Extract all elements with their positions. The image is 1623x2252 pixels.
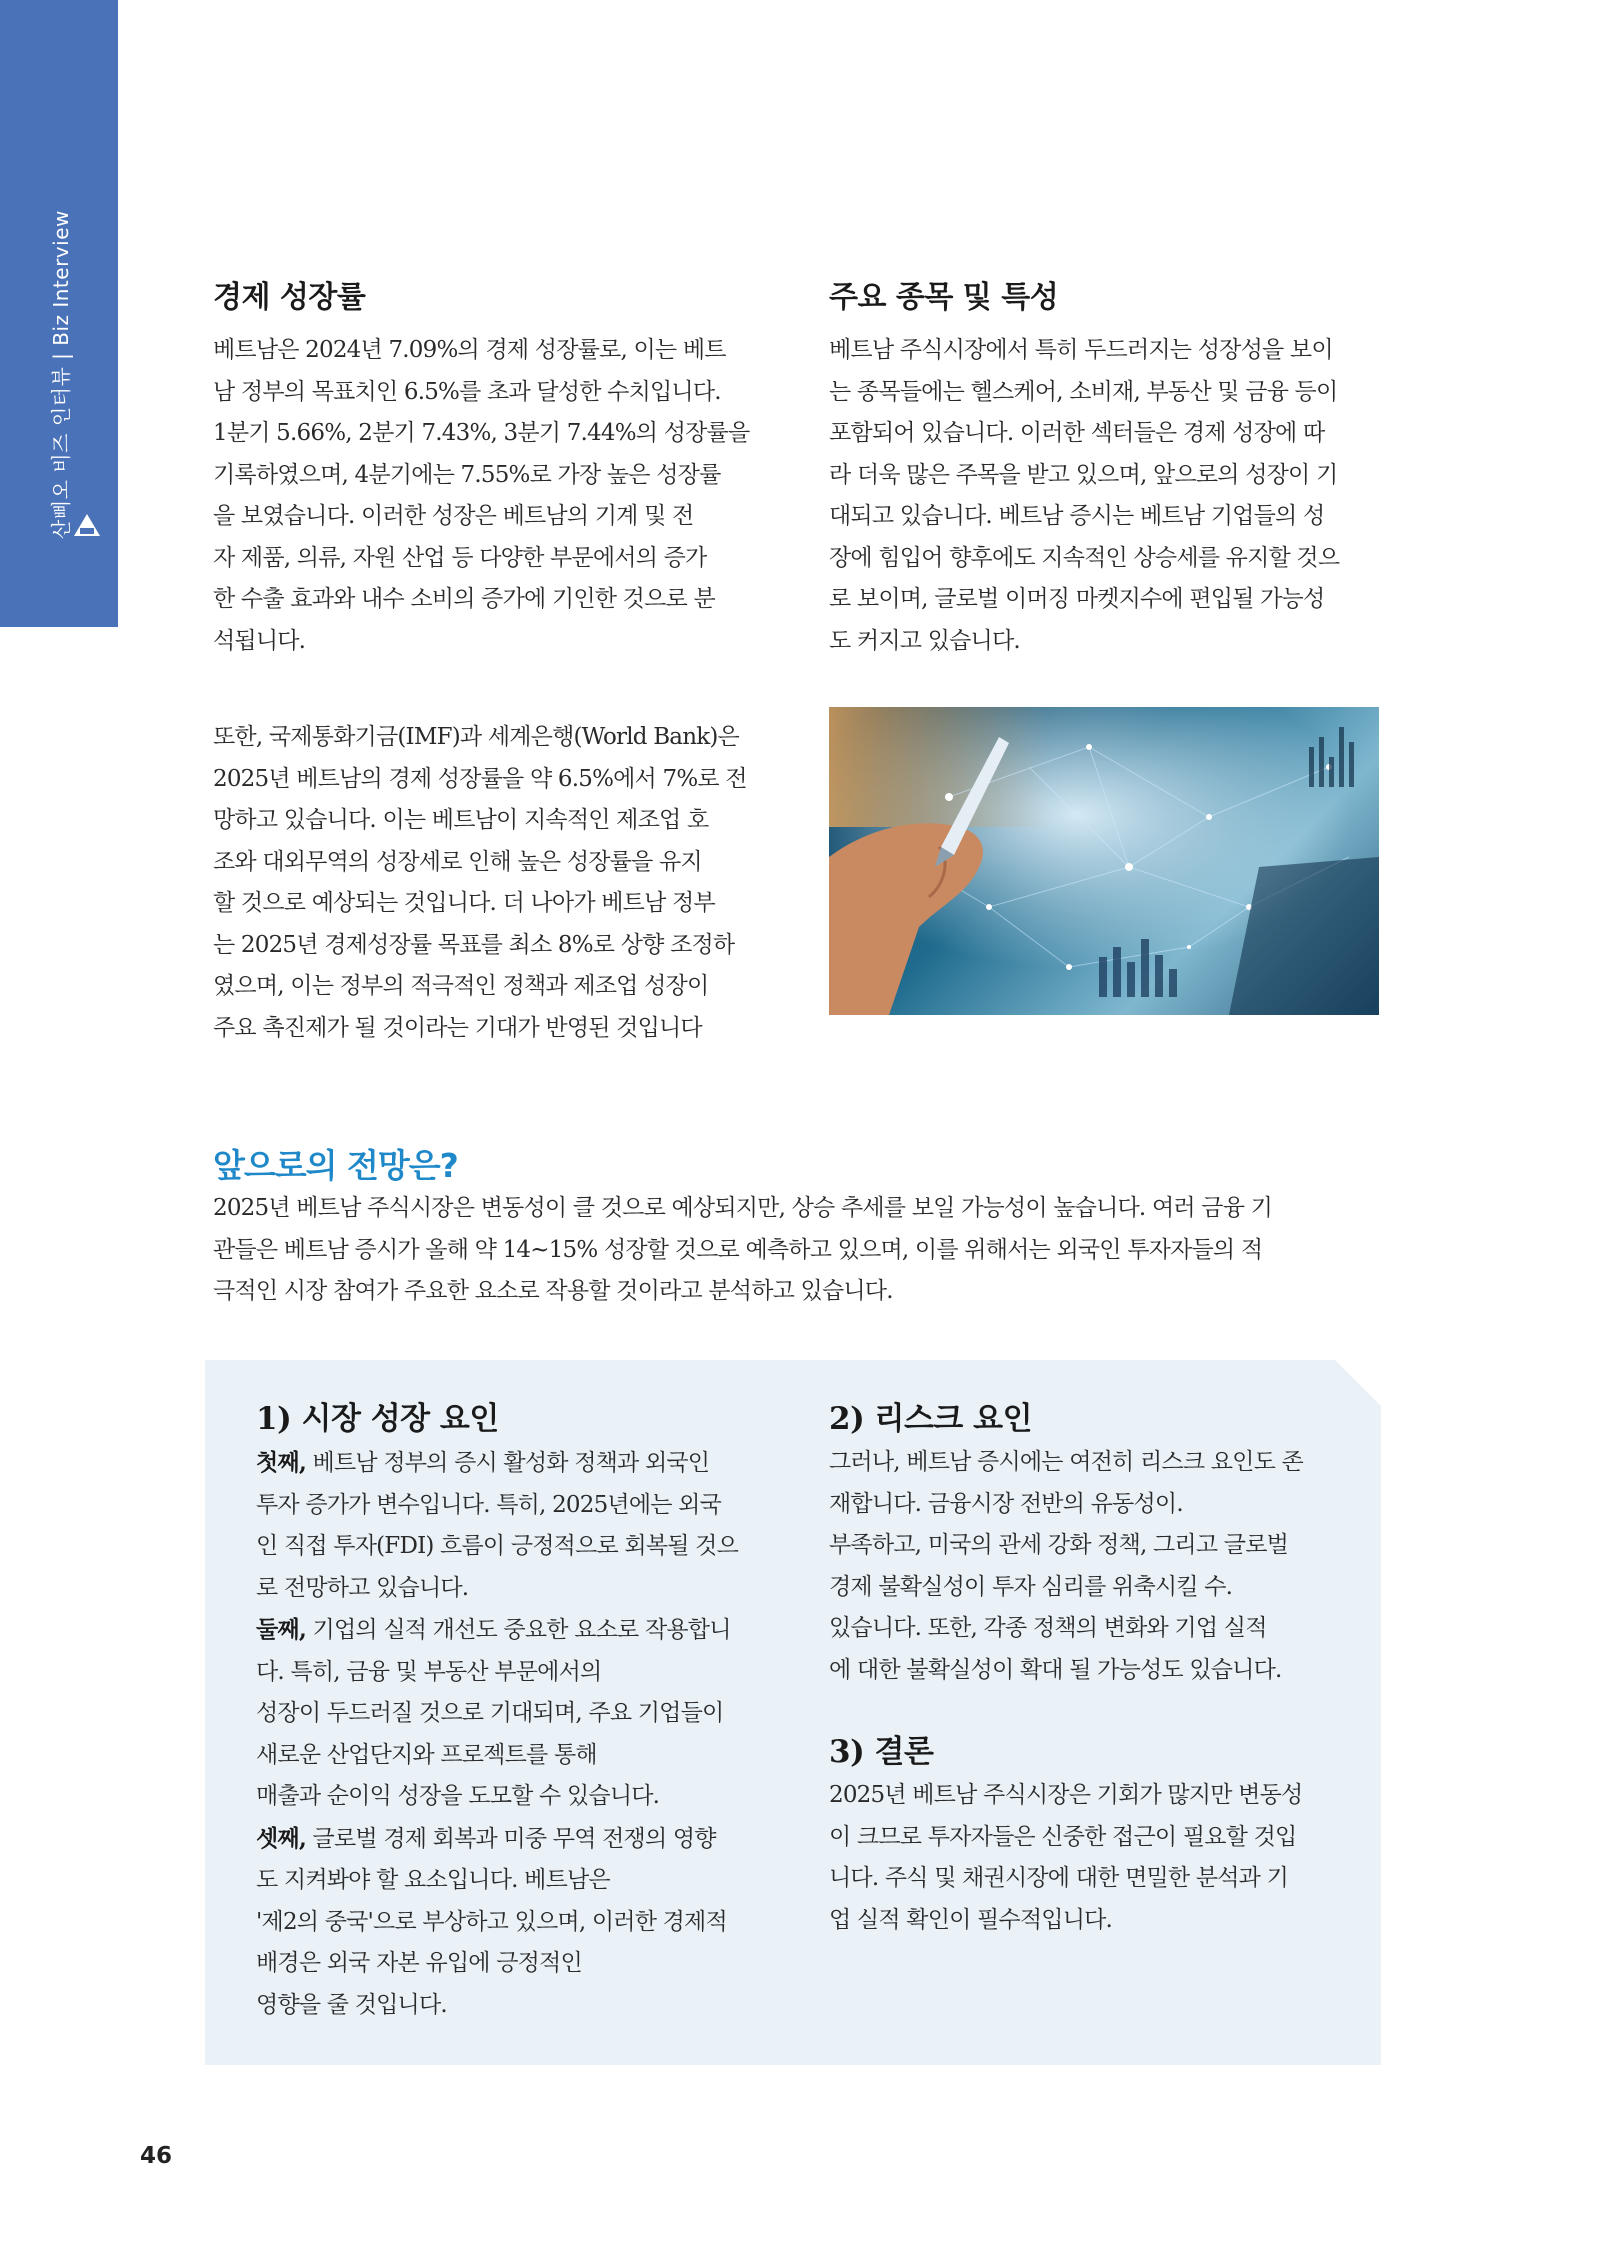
page-number: 46 bbox=[140, 2143, 173, 2169]
text-line: 1분기 5.66%, 2분기 7.43%, 3분기 7.44%의 성장률을 bbox=[213, 420, 750, 446]
text-line: 영향을 줄 것입니다. bbox=[256, 1991, 447, 2018]
text-line bbox=[256, 1609, 781, 1652]
text-segment: 글로벌 경제 회복과 미중 무역 전쟁의 영향 bbox=[306, 1825, 716, 1852]
outlook-title: 앞으로의 전망은? bbox=[213, 1146, 458, 1185]
text-segment: 베트남 정부의 증시 활성화 정책과 외국인 bbox=[306, 1450, 710, 1476]
text-line bbox=[256, 1442, 781, 1485]
stock-data-photo bbox=[829, 707, 1379, 1015]
text-line: 을 보였습니다. 이러한 성장은 베트남의 기계 및 전 bbox=[213, 503, 694, 529]
market-growth-factors-title: 1) 시장 성장 요인 bbox=[256, 1401, 499, 1437]
text-line: 할 것으로 예상되는 것입니다. 더 나아가 베트남 정부 bbox=[213, 890, 715, 916]
stocks-section bbox=[829, 272, 1384, 662]
text-line: 인 직접 투자(FDI) 흐름이 긍정적으로 회복될 것으 bbox=[256, 1533, 739, 1559]
text-line: 이 크므로 투자자들은 신중한 접근이 필요할 것입 bbox=[829, 1823, 1297, 1850]
text-line: 그러나, 베트남 증시에는 여전히 리스크 요인도 존 bbox=[829, 1449, 1303, 1475]
conclusion-text bbox=[829, 1775, 1349, 1941]
text-line: 장에 힘입어 향후에도 지속적인 상승세를 유지할 것으 bbox=[829, 544, 1340, 571]
text-line: 석됩니다. bbox=[213, 627, 306, 654]
text-line: 2025년 베트남 주식시장은 변동성이 클 것으로 예상되지만, 상승 추세를 보일 가능성이 높습니다. 여러 금융 기 bbox=[213, 1195, 1273, 1221]
text-segment: 기업의 실적 개선도 중요한 요소로 작용합니 bbox=[306, 1617, 731, 1643]
stocks-title: 주요 종목 및 특성 bbox=[829, 280, 1059, 315]
text-line: 베트남은 2024년 7.09%의 경제 성장률로, 이는 베트 bbox=[213, 337, 726, 363]
text-line: '제2의 중국'으로 부상하고 있으며, 이러한 경제적 bbox=[256, 1908, 727, 1935]
text-line: 업 실적 확인이 필수적입니다. bbox=[829, 1906, 1113, 1933]
first-label: 첫째, bbox=[256, 1449, 307, 1476]
text-line: 2025년 베트남의 경제 성장률을 약 6.5%에서 7%로 전 bbox=[213, 765, 747, 792]
conclusion-title: 3) 결론 bbox=[829, 1734, 934, 1770]
text-line: 성장이 두드러질 것으로 기대되며, 주요 기업들이 bbox=[256, 1700, 724, 1726]
text-line: 는 2025년 경제성장률 목표를 최소 8%로 상향 조정하 bbox=[213, 931, 735, 958]
text-line: 2025년 베트남 주식시장은 기회가 많지만 변동성 bbox=[829, 1782, 1303, 1808]
text-line: 경제 불확실성이 투자 심리를 위축시킬 수. bbox=[829, 1573, 1233, 1600]
section-label: 산삐오 비즈 인터뷰 | Biz Interview bbox=[48, 210, 73, 539]
text-line: 조와 대외무역의 성장세로 인해 높은 성장률을 유지 bbox=[213, 848, 702, 875]
growth-section bbox=[213, 272, 768, 1049]
text-line: 주요 촉진제가 될 것이라는 기대가 반영된 것입니다 bbox=[213, 1014, 702, 1041]
text-line: 도 커지고 있습니다. bbox=[829, 627, 1020, 654]
text-line: 베트남 주식시장에서 특히 두드러지는 성장성을 보이 bbox=[829, 337, 1333, 363]
outlook-paragraph bbox=[213, 1188, 1383, 1313]
third-label: 셋째, bbox=[256, 1824, 307, 1852]
growth-paragraph-1 bbox=[213, 330, 768, 662]
text-line: 극적인 시장 참여가 주요한 요소로 작용할 것이라고 분석하고 있습니다. bbox=[213, 1278, 893, 1304]
text-line: 로 보이며, 글로벌 이머징 마켓지수에 편입될 가능성 bbox=[829, 586, 1325, 612]
text-line: 있습니다. 또한, 각종 정책의 변화와 기업 실적 bbox=[829, 1615, 1267, 1641]
text-line: 기록하였으며, 4분기에는 7.55%로 가장 높은 성장률 bbox=[213, 461, 721, 488]
text-line: 한 수출 효과와 내수 소비의 증가에 기인한 것으로 분 bbox=[213, 586, 715, 612]
text-line: 부족하고, 미국의 관세 강화 정책, 그리고 글로벌 bbox=[829, 1532, 1289, 1558]
text-line: 투자 증가가 변수입니다. 특히, 2025년에는 외국 bbox=[256, 1491, 722, 1518]
text-line: 였으며, 이는 정부의 적극적인 정책과 제조업 성장이 bbox=[213, 973, 709, 999]
text-line: 라 더욱 많은 주목을 받고 있으며, 앞으로의 성장이 기 bbox=[829, 461, 1338, 488]
text-line: 배경은 외국 자본 유입에 긍정적인 bbox=[256, 1950, 582, 1976]
text-line: 망하고 있습니다. 이는 베트남이 지속적인 제조업 호 bbox=[213, 807, 709, 833]
growth-title: 경제 성장률 bbox=[213, 280, 366, 315]
risk-factors bbox=[829, 1393, 1349, 1691]
text-line: 새로운 산업단지와 프로젝트를 통해 bbox=[256, 1741, 597, 1768]
text-line: 는 종목들에는 헬스케어, 소비재, 부동산 및 금융 등이 bbox=[829, 378, 1338, 405]
market-growth-factors bbox=[256, 1393, 781, 2026]
second-label: 둘째, bbox=[256, 1616, 307, 1643]
text-line: 다. 특히, 금융 및 부동산 부문에서의 bbox=[256, 1658, 602, 1685]
text-line: 재합니다. 금융시장 전반의 유동성이. bbox=[829, 1490, 1183, 1517]
section-tab bbox=[0, 0, 118, 627]
market-growth-factors-text bbox=[256, 1442, 781, 2026]
text-line: 도 지켜봐야 할 요소입니다. 베트남은 bbox=[256, 1867, 610, 1893]
text-line: 또한, 국제통화기금(IMF)과 세계은행(World Bank)은 bbox=[213, 724, 739, 750]
text-line: 매출과 순이익 성장을 도모할 수 있습니다. bbox=[256, 1783, 660, 1809]
text-line: 자 제품, 의류, 자원 산업 등 다양한 부문에서의 증가 bbox=[213, 544, 707, 571]
text-line: 대되고 있습니다. 베트남 증시는 베트남 기업들의 성 bbox=[829, 503, 1325, 529]
stocks-paragraph bbox=[829, 330, 1384, 662]
text-line bbox=[256, 1818, 781, 1861]
text-line: 로 전망하고 있습니다. bbox=[256, 1574, 469, 1601]
text-line: 에 대한 불확실성이 확대 될 가능성도 있습니다. bbox=[829, 1656, 1282, 1683]
conclusion bbox=[829, 1726, 1349, 1941]
text-line: 관들은 베트남 증시가 올해 약 14~15% 성장할 것으로 예측하고 있으며, 이를 위해서는 외국인 투자자들의 적 bbox=[213, 1236, 1263, 1263]
text-line: 남 정부의 목표치인 6.5%를 초과 달성한 수치입니다. bbox=[213, 378, 721, 405]
text-line: 니다. 주식 및 채권시장에 대한 면밀한 분석과 기 bbox=[829, 1865, 1289, 1891]
risk-factors-text bbox=[829, 1442, 1349, 1691]
growth-paragraph-2 bbox=[213, 717, 768, 1049]
risk-factors-title: 2) 리스크 요인 bbox=[829, 1401, 1033, 1437]
mountain-icon-notch bbox=[80, 528, 94, 534]
text-line: 포함되어 있습니다. 이러한 섹터들은 경제 성장에 따 bbox=[829, 420, 1325, 446]
